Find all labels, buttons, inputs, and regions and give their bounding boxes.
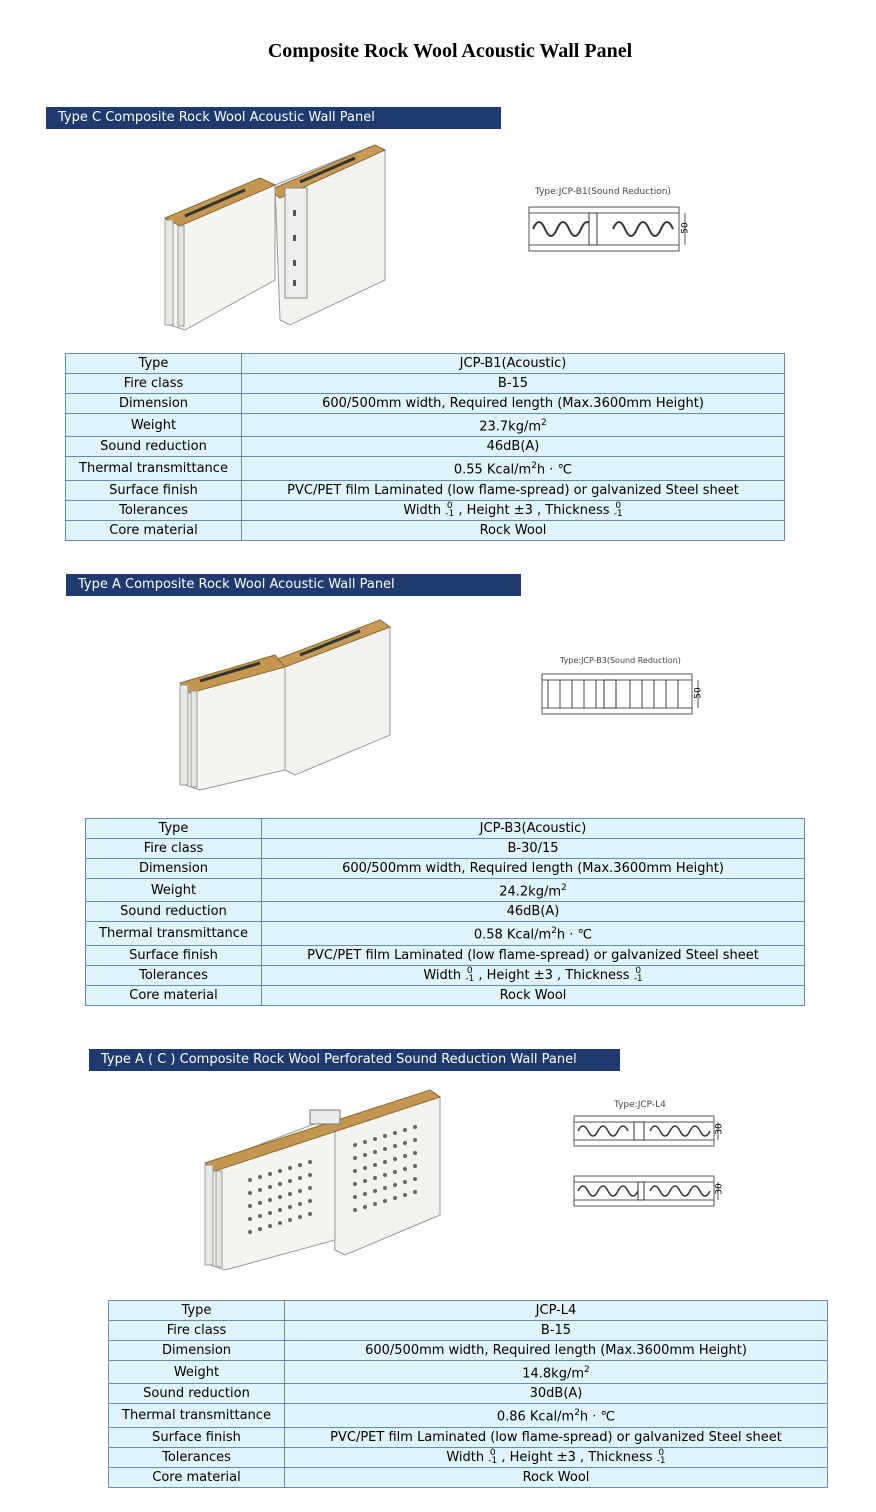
spec-label: Tolerances bbox=[109, 1447, 285, 1467]
table-row bbox=[86, 902, 805, 922]
panel-illustration bbox=[150, 140, 400, 340]
cross-section-drawing bbox=[525, 185, 700, 260]
spec-value: Width 0 -1 , Height ±3 , Thickness 0 -1 bbox=[285, 1447, 828, 1467]
spec-table bbox=[108, 1300, 828, 1488]
spec-label: Core material bbox=[66, 520, 242, 540]
spec-value: Rock Wool bbox=[285, 1467, 828, 1487]
spec-value: PVC/PET film Laminated (low flame-spread) or galvanized Steel sheet bbox=[242, 480, 785, 500]
spec-value: $23.7kg/m^2$ bbox=[242, 414, 785, 437]
spec-table bbox=[85, 818, 805, 1006]
table-row bbox=[109, 1384, 828, 1404]
table-row bbox=[66, 480, 785, 500]
drawing-dimension: 50 bbox=[680, 222, 691, 234]
spec-value: Width 0 -1 , Height ±3 , Thickness 0 -1 bbox=[262, 965, 805, 985]
table-row bbox=[66, 414, 785, 437]
spec-label: Weight bbox=[109, 1361, 285, 1384]
table-row bbox=[86, 859, 805, 879]
spec-label: Surface finish bbox=[109, 1427, 285, 1447]
table-row bbox=[109, 1447, 828, 1467]
section-header: Type A Composite Rock Wool Acoustic Wall Panel bbox=[66, 574, 521, 596]
spec-label: Core material bbox=[109, 1467, 285, 1487]
cross-section-drawing bbox=[538, 652, 713, 727]
table-row bbox=[66, 520, 785, 540]
table-row bbox=[86, 985, 805, 1005]
spec-value: 600/500mm width, Required length (Max.3600mm Height) bbox=[262, 859, 805, 879]
section-header: Type A ( C ) Composite Rock Wool Perforated Sound Reduction Wall Panel bbox=[89, 1049, 620, 1071]
table-row bbox=[109, 1404, 828, 1427]
spec-label: Weight bbox=[66, 414, 242, 437]
spec-value: 46dB(A) bbox=[242, 437, 785, 457]
drawing-dimension: 30 bbox=[714, 1123, 725, 1135]
drawing-dimension: 50 bbox=[693, 687, 704, 699]
table-row bbox=[109, 1301, 828, 1321]
spec-label: Sound reduction bbox=[86, 902, 262, 922]
spec-value: 600/500mm width, Required length (Max.3600mm Height) bbox=[242, 394, 785, 414]
table-row bbox=[66, 354, 785, 374]
page-title: Composite Rock Wool Acoustic Wall Panel bbox=[267, 40, 633, 62]
spec-label: Fire class bbox=[86, 839, 262, 859]
spec-value: Rock Wool bbox=[242, 520, 785, 540]
panel-illustration bbox=[175, 615, 405, 795]
spec-label: Type bbox=[66, 354, 242, 374]
spec-label: Type bbox=[86, 819, 262, 839]
table-row bbox=[86, 819, 805, 839]
table-row bbox=[109, 1341, 828, 1361]
table-row bbox=[66, 457, 785, 480]
spec-label: Thermal transmittance bbox=[66, 457, 242, 480]
spec-label: Type bbox=[109, 1301, 285, 1321]
panel-illustration bbox=[200, 1085, 450, 1275]
spec-value: $24.2kg/m^2$ bbox=[262, 879, 805, 902]
table-row bbox=[109, 1361, 828, 1384]
spec-value: 46dB(A) bbox=[262, 902, 805, 922]
spec-label: Fire class bbox=[66, 374, 242, 394]
table-row bbox=[109, 1427, 828, 1447]
spec-value: PVC/PET film Laminated (low flame-spread) or galvanized Steel sheet bbox=[262, 945, 805, 965]
spec-value: 0.86 Kcal/$m^2h$ · ℃ bbox=[285, 1404, 828, 1427]
table-row bbox=[86, 922, 805, 945]
spec-value: JCP-B1(Acoustic) bbox=[242, 354, 785, 374]
spec-value: B-15 bbox=[285, 1321, 828, 1341]
spec-label: Tolerances bbox=[66, 500, 242, 520]
spec-label: Sound reduction bbox=[66, 437, 242, 457]
spec-table bbox=[65, 353, 785, 541]
table-row bbox=[86, 879, 805, 902]
spec-label: Thermal transmittance bbox=[86, 922, 262, 945]
table-row bbox=[66, 437, 785, 457]
table-row bbox=[86, 945, 805, 965]
spec-value: 0.58 Kcal/$m^2h$ · ℃ bbox=[262, 922, 805, 945]
cross-section-drawing bbox=[568, 1098, 743, 1223]
table-row bbox=[66, 394, 785, 414]
spec-value: Rock Wool bbox=[262, 985, 805, 1005]
spec-label: Surface finish bbox=[66, 480, 242, 500]
spec-value: 0.55 Kcal/$m^2h$ · ℃ bbox=[242, 457, 785, 480]
spec-label: Sound reduction bbox=[109, 1384, 285, 1404]
table-row bbox=[86, 965, 805, 985]
section-header: Type C Composite Rock Wool Acoustic Wall Panel bbox=[46, 107, 501, 129]
spec-value: $14.8kg/m^2$ bbox=[285, 1361, 828, 1384]
drawing-dimension: 30 bbox=[714, 1183, 725, 1195]
spec-label: Dimension bbox=[109, 1341, 285, 1361]
spec-label: Fire class bbox=[109, 1321, 285, 1341]
spec-value: B-30/15 bbox=[262, 839, 805, 859]
spec-label: Dimension bbox=[86, 859, 262, 879]
spec-value: JCP-L4 bbox=[285, 1301, 828, 1321]
spec-value: 30dB(A) bbox=[285, 1384, 828, 1404]
spec-label: Core material bbox=[86, 985, 262, 1005]
spec-value: 600/500mm width, Required length (Max.3600mm Height) bbox=[285, 1341, 828, 1361]
table-row bbox=[66, 500, 785, 520]
spec-label: Weight bbox=[86, 879, 262, 902]
table-row bbox=[86, 839, 805, 859]
spec-value: JCP-B3(Acoustic) bbox=[262, 819, 805, 839]
spec-label: Dimension bbox=[66, 394, 242, 414]
spec-value: B-15 bbox=[242, 374, 785, 394]
table-row bbox=[66, 374, 785, 394]
spec-value: PVC/PET film Laminated (low flame-spread) or galvanized Steel sheet bbox=[285, 1427, 828, 1447]
spec-label: Tolerances bbox=[86, 965, 262, 985]
table-row bbox=[109, 1321, 828, 1341]
spec-label: Surface finish bbox=[86, 945, 262, 965]
spec-value: Width 0 -1 , Height ±3 , Thickness 0 -1 bbox=[242, 500, 785, 520]
table-row bbox=[109, 1467, 828, 1487]
drawing-label: Type:JCP-B1(Sound Reduction) bbox=[535, 187, 671, 197]
drawing-label: Type:JCP-L4 bbox=[614, 1100, 666, 1110]
spec-label: Thermal transmittance bbox=[109, 1404, 285, 1427]
drawing-label: Type:JCP-B3(Sound Reduction) bbox=[560, 656, 681, 665]
